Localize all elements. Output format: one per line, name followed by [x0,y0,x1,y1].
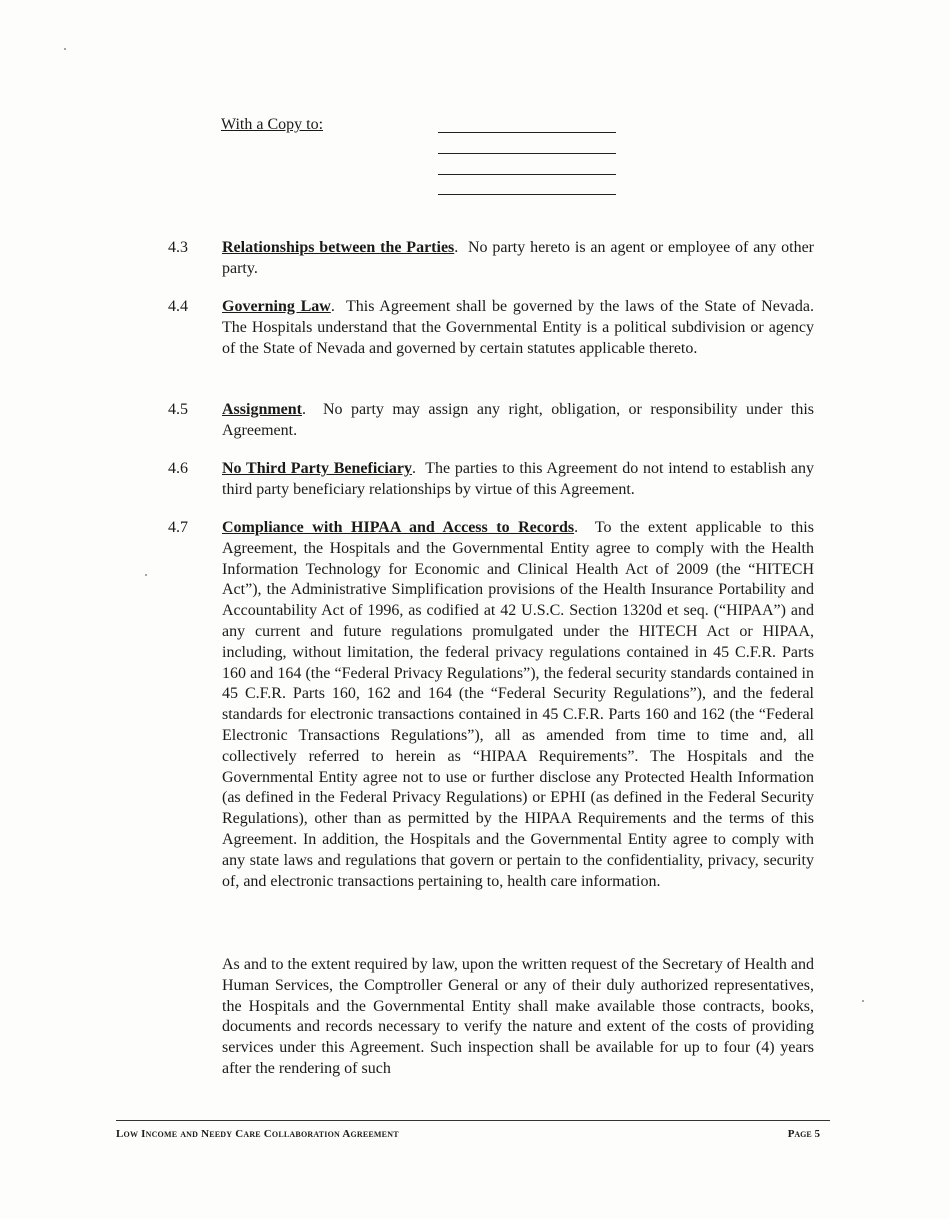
scan-speck [862,1000,864,1002]
scan-speck [64,48,66,50]
section-body: No Third Party Beneficiary. The parties to this Agreement do not intend to establish any third party beneficiary relationships by virtue of this Agreement. [222,460,814,498]
section-text: This Agreement shall be governed by the laws of the State of Nevada. The Hospitals understand that the Governmental Entity is a political subdivision or agency of the State of Nevada and governed by certain statutes applicable thereto. [222,298,815,357]
section-number: 4.5 [168,401,188,418]
scan-speck [145,574,147,576]
section-text: To the extent applicable to this Agreement, the Hospitals and the Governmental Entity agree to comply with the Health Information Technology for Economic and Clinical Health Act of 2009 (the “HITECH Act”), the Administrative Simplification provisions of the Health Insurance Portability and Accountability Act of 1996, as codified at 42 U.S.C. Section 1320d et seq. (“HIPAA”) and any current and future regulations promulgated under the HITECH Act or HIPAA, including, without limitation, the federal privacy regulations contained in 45 C.F.R. Parts 160 and 164 (the “Federal Privacy Regulations”), the federal security standards contained in 45 C.F.R. Parts 160, 162 and 164 (the “Federal Security Regulations”), and the federal standards for electronic transactions contained in 45 C.F.R. Parts 160 and 162 (the “Federal Electronic Transactions Regulations”), all as amended from time to time and, all collectively referred to herein as “HIPAA Requirements”. The Hospitals and the Governmental Entity agree not to use or further disclose any Protected Health Information (as defined in the Federal Privacy Regulations) or EPHI (as defined in the Federal Security Regulations), other than as permitted by the HIPAA Requirements and the terms of this Agreement. In addition, the Hospitals and the Governmental Entity agree to comply with any state laws and regulations that govern or pertain to the confidentiality, privacy, security of, and electronic transactions pertaining to, health care information. [222,519,814,890]
section-heading: Assignment [222,401,303,418]
page-number: Page 5 [787,1128,820,1140]
address-line-1 [438,132,616,133]
section-body: Governing Law. This Agreement shall be governed by the laws of the State of Nevada. The Hospitals understand that the Governmental Entity is a political subdivision or agency of the State of Nevada and governed by certain statutes applicable thereto. [222,298,815,357]
copy-to-label: With a Copy to: [221,116,324,133]
section-4-5 [168,400,814,442]
section-number: 4.3 [168,239,188,256]
section-4-7 [168,518,814,892]
section-4-3 [168,238,814,280]
section-body: Compliance with HIPAA and Access to Records. To the extent applicable to this Agreement, the Hospitals and the Governmental Entity agree to comply with the Health Information Technology for Economic and Clinical Health Act of 2009 (the “HITECH Act”), the Administrative Simplification provisions of the Health Insurance Portability and Accountability Act of 1996, as codified at 42 U.S.C. Section 1320d et seq. (“HIPAA”) and any current and future regulations promulgated under the HITECH Act or HIPAA, including, without limitation, the federal privacy regulations contained in 45 C.F.R. Parts 160 and 164 (the “Federal Privacy Regulations”), the federal security standards contained in 45 C.F.R. Parts 160, 162 and 164 (the “Federal Security Regulations”), and the federal standards for electronic transactions contained in 45 C.F.R. Parts 160 and 162 (the “Federal Electronic Transactions Regulations”), all as amended from time to time and, all collectively referred to herein as “HIPAA Requirements”. The Hospitals and the Governmental Entity agree not to use or further disclose any Protected Health Information (as defined in the Federal Privacy Regulations) or EPHI (as defined in the Federal Security Regulations), other than as permitted by the HIPAA Requirements and the terms of this Agreement. In addition, the Hospitals and the Governmental Entity agree to comply with any state laws and regulations that govern or pertain to the confidentiality, privacy, security of, and electronic transactions pertaining to, health care information. [222,519,814,890]
section-heading: Governing Law [222,298,331,315]
access-records-paragraph: As and to the extent required by law, upon the written request of the Secretary of Health and Human Services, the Comptroller General or any of their duly authorized representatives, the Hospitals and the Governmental Entity shall make available those contracts, books, documents and records necessary to verify the nature and extent of the costs of providing services under this Agreement. Such inspection shall be available for up to four (4) years after the rendering of such [222,956,814,1077]
section-text: The parties to this Agreement do not intend to establish any third party beneficiary relationships by virtue of this Agreement. [222,460,814,498]
section-number: 4.6 [168,460,188,477]
section-number: 4.7 [168,519,188,536]
section-4-4 [168,297,814,359]
address-line-4 [438,194,616,195]
section-number: 4.4 [168,298,188,315]
section-4-6 [168,459,814,501]
address-line-2 [438,153,616,154]
section-heading: Relationships between the Parties [222,239,455,256]
section-heading: No Third Party Beneficiary [222,460,412,477]
section-body: Relationships between the Parties. No party hereto is an agent or employee of any other party. [222,239,815,277]
address-line-3 [438,174,616,175]
footer-rule [116,1120,830,1121]
footer-title: Low Income and Needy Care Collaboration Agreement [116,1128,399,1140]
section-heading: Compliance with HIPAA and Access to Records [222,519,575,536]
section-text: No party may assign any right, obligation, or responsibility under this Agreement. [222,401,814,439]
section-text: No party hereto is an agent or employee of any other party. [222,239,815,277]
section-body: Assignment. No party may assign any right, obligation, or responsibility under this Agreement. [222,401,814,439]
